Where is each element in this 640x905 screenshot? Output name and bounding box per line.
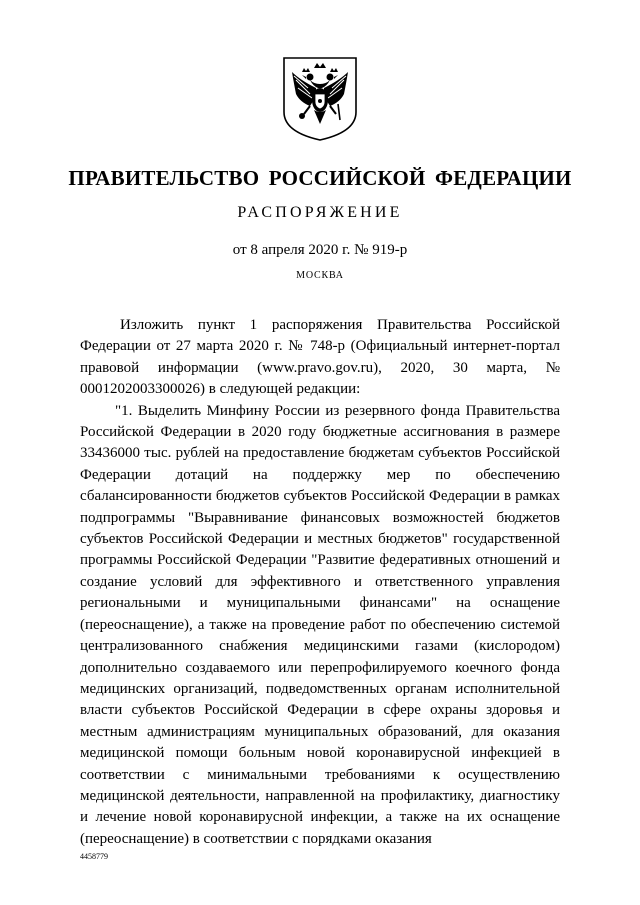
document-code: 4458779: [80, 852, 108, 861]
body-paragraph-2: "1. Выделить Минфину России из резервного фонда Правительства Российской Федерации в 2020 году бюджетные ассигнования в размере 33436000 тыс. рублей на предоставление бюджетам субъектов Российской Федерации дотаций на поддержку мер по обеспечению сбалансированности бюджетов субъектов Российской Федерации в рамках подпрограммы "Выравнивание финансовых возможностей бюджетов субъектов Российской Федерации и местных бюджетов" государственной программы Российской Федерации "Развитие федеративных отношений и создание условий для эффективного и ответственного управления региональными и муниципальными финансами" на оснащение (переоснащение), а также на проведение работ по обеспечению системой централизованного снабжения медицинскими газами (кислородом) дополнительно создаваемого или перепрофилируемого коечного фонда медицинских организаций, подведомственных органам исполнительной власти субъектов Российской Федерации в сфере охраны здоровья и местным администрациям муниципальных образований, для оказания медицинской помощи больным новой коронавирусной инфекцией в соответствии с минимальными требованиями к осуществлению медицинской деятельности, направленной на профилактику, диагностику и лечение новой коронавирусной инфекции, а также на их оснащение (переоснащение) в соответствии с порядками оказания: [80, 402, 560, 847]
document-date-number: от 8 апреля 2020 г. № 919-р: [232, 242, 408, 258]
body-paragraph-1: Изложить пункт 1 распоряжения Правительства Российской Федерации от 27 марта 2020 г. № 748-р (Официальный интернет-портал правовой информации (www.pravo.gov.ru), 2020, 30 марта, № 0001202003300026) в следующей редакции:: [80, 317, 560, 398]
government-title: ПРАВИТЕЛЬСТВО РОССИЙСКОЙ ФЕДЕРАЦИИ: [68, 166, 572, 190]
document-type: РАСПОРЯЖЕНИЕ: [237, 204, 403, 221]
russian-coat-of-arms-icon: [280, 54, 360, 144]
document-body: [80, 315, 560, 850]
document-city: МОСКВА: [296, 270, 344, 281]
